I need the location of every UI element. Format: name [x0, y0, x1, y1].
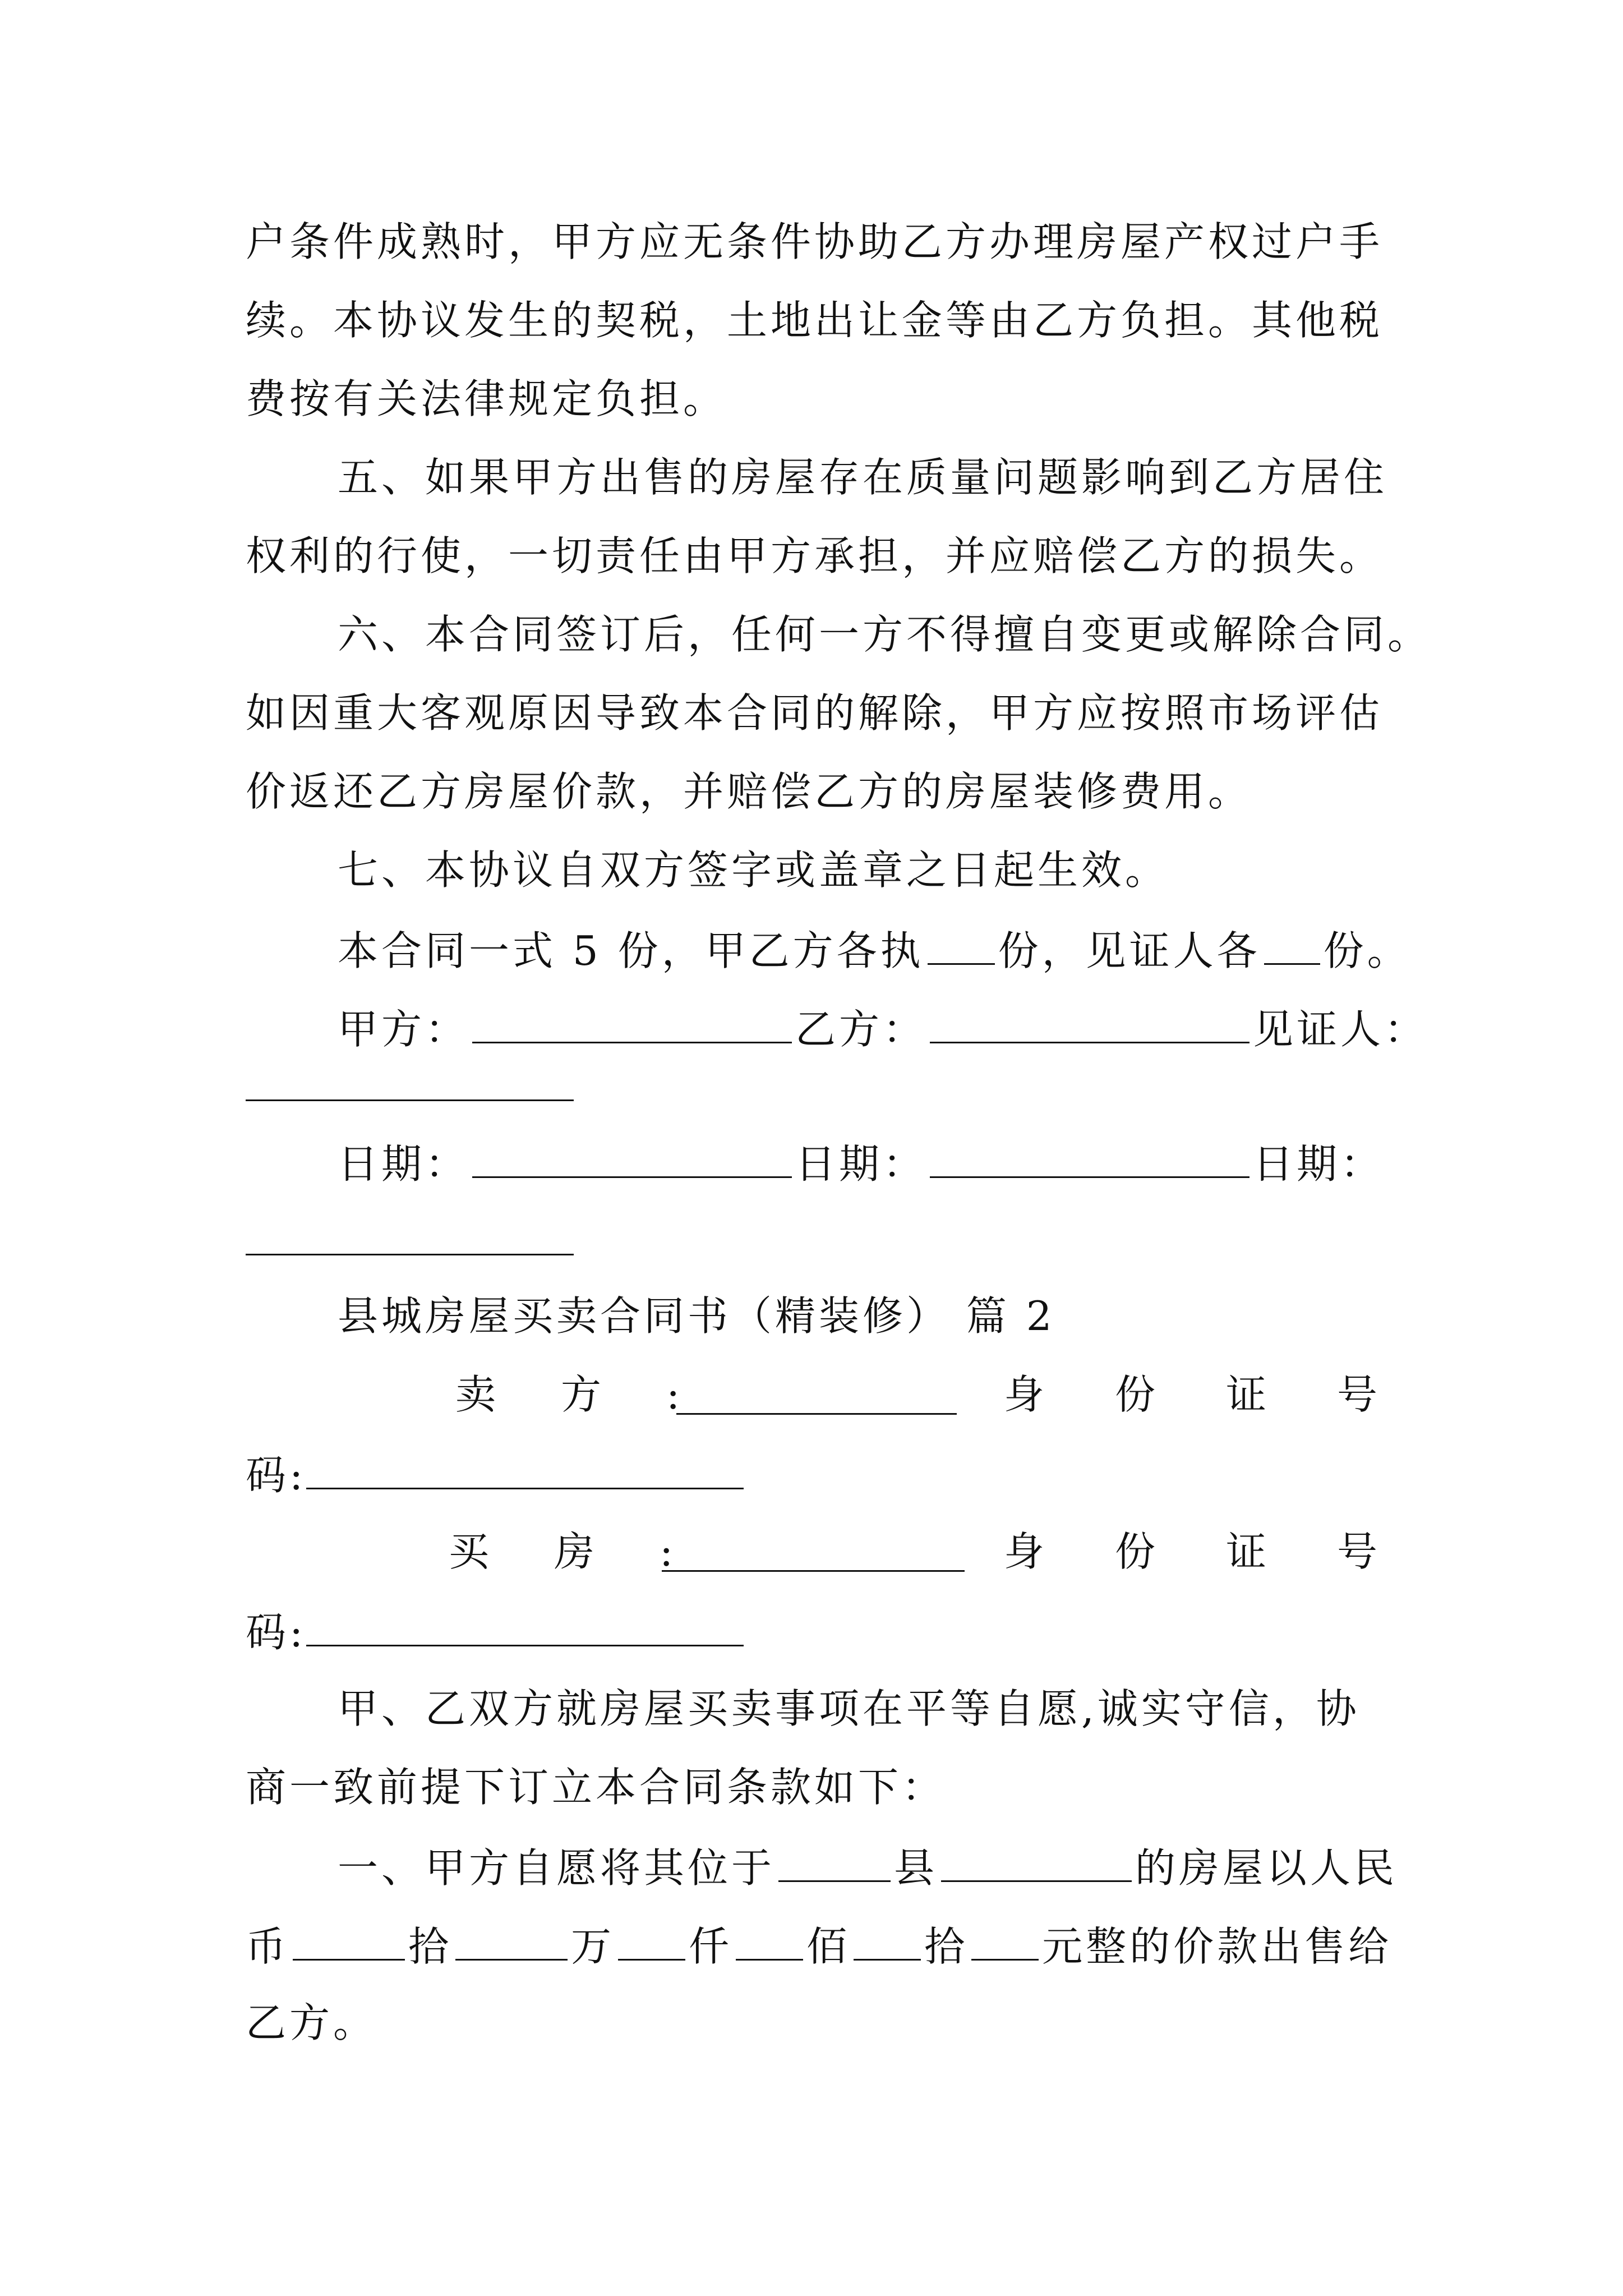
buyer-label-char: 房	[554, 1528, 598, 1575]
copies-text-a: 本合同一式 5 份，甲乙方各执	[338, 927, 924, 974]
seller-id-field[interactable]	[306, 1453, 744, 1489]
signature-line	[338, 1006, 1428, 1053]
date-field-b[interactable]	[930, 1142, 1249, 1178]
copies-blank-witness[interactable]	[1264, 928, 1320, 965]
price-field-f[interactable]	[971, 1924, 1039, 1961]
date-line	[338, 1140, 1385, 1188]
date-label-a: 日期：	[338, 1140, 469, 1188]
party-a-label: 甲方：	[338, 1006, 469, 1053]
seller-name-field[interactable]	[676, 1378, 957, 1415]
intro-line: 商一致前提下订立本合同条款如下：	[246, 1764, 946, 1811]
unit-label: 拾	[408, 1923, 453, 1970]
party-b-label: 乙方：	[795, 1006, 927, 1053]
party-b-signature-field[interactable]	[930, 1007, 1249, 1043]
clause-6-line: 价返还乙方房屋价款，并赔偿乙方的房屋装修费用。	[246, 768, 1252, 815]
section-title: 县城房屋买卖合同书（精装修） 篇 2	[338, 1292, 1055, 1340]
date-label-b: 日期：	[795, 1140, 927, 1188]
id-label-char: 证	[1225, 1371, 1270, 1418]
buyer-label-char: 买	[449, 1528, 493, 1575]
buyer-id-field[interactable]	[306, 1610, 744, 1646]
clause-6-line: 六、本合同签订后，任何一方不得擅自变更或解除合同。	[338, 611, 1432, 658]
id-code-label: 码:	[246, 1452, 307, 1499]
clause-6-line: 如因重大客观原因导致本合同的解除，甲方应按照市场评估	[246, 689, 1384, 737]
buyer-label-colon: :	[660, 1528, 677, 1575]
clause-1-text: 元整的价款出售给	[1042, 1923, 1393, 1970]
seller-id-row	[246, 1452, 747, 1499]
unit-label: 拾	[924, 1923, 969, 1970]
address-field[interactable]	[941, 1846, 1132, 1882]
clause-1-line	[338, 1844, 1398, 1892]
seller-label-char: 卖	[455, 1371, 500, 1418]
clause-7: 七、本协议自双方签字或盖章之日起生效。	[338, 846, 1169, 894]
unit-label: 佰	[806, 1923, 851, 1970]
id-code-label: 码:	[246, 1609, 307, 1656]
buyer-id-row	[246, 1609, 747, 1656]
clause-5-line: 权利的行使，一切责任由甲方承担，并应赔偿乙方的损失。	[246, 532, 1384, 579]
date-field-a[interactable]	[472, 1142, 792, 1178]
county-field[interactable]	[778, 1846, 891, 1882]
paragraph-line: 户条件成熟时，甲方应无条件协助乙方办理房屋产权过户手	[246, 218, 1384, 265]
copies-text-c: 份。	[1323, 927, 1411, 974]
clause-1-price-line	[246, 1923, 1393, 1970]
witness-signature-field[interactable]	[246, 1099, 574, 1101]
id-label-char: 证	[1225, 1528, 1270, 1575]
currency-label: 币	[246, 1923, 290, 1970]
date-label-c: 日期：	[1253, 1140, 1385, 1188]
clause-1-line: 乙方。	[246, 1999, 377, 2046]
seller-label-char: 方	[561, 1371, 605, 1418]
buyer-row	[449, 1528, 1381, 1575]
paragraph-line: 续。本协议发生的契税，土地出让金等由乙方负担。其他税	[246, 297, 1384, 344]
clause-1-text: 县	[894, 1844, 938, 1892]
seller-row	[455, 1371, 1381, 1418]
clause-1-text: 的房屋以人民	[1135, 1844, 1398, 1892]
date-field-c[interactable]	[246, 1254, 574, 1255]
party-a-signature-field[interactable]	[472, 1007, 792, 1043]
id-label-char: 份	[1114, 1371, 1159, 1418]
price-field-c[interactable]	[618, 1924, 685, 1961]
clause-1-text: 一、甲方自愿将其位于	[338, 1844, 776, 1892]
paragraph-line: 费按有关法律规定负担。	[246, 375, 727, 422]
id-label-char: 身	[1003, 1528, 1048, 1575]
seller-label-colon: :	[666, 1371, 684, 1418]
price-field-a[interactable]	[293, 1924, 405, 1961]
buyer-name-field[interactable]	[662, 1535, 965, 1572]
id-label-char: 号	[1336, 1528, 1381, 1575]
price-field-b[interactable]	[455, 1924, 568, 1961]
id-label-char: 身	[1003, 1371, 1048, 1418]
intro-line: 甲、乙双方就房屋买卖事项在平等自愿,诚实守信，协	[338, 1685, 1360, 1732]
witness-label: 见证人：	[1253, 1006, 1428, 1053]
id-label-char: 号	[1336, 1371, 1381, 1418]
price-field-d[interactable]	[736, 1924, 803, 1961]
price-field-e[interactable]	[854, 1924, 921, 1961]
unit-label: 万	[571, 1923, 615, 1970]
copies-text-b: 份，见证人各	[998, 927, 1261, 974]
copies-line	[338, 927, 1411, 974]
id-label-char: 份	[1114, 1528, 1159, 1575]
copies-blank-parties[interactable]	[928, 928, 995, 965]
unit-label: 仟	[689, 1923, 733, 1970]
clause-5-line: 五、如果甲方出售的房屋存在质量问题影响到乙方居住	[338, 454, 1388, 501]
